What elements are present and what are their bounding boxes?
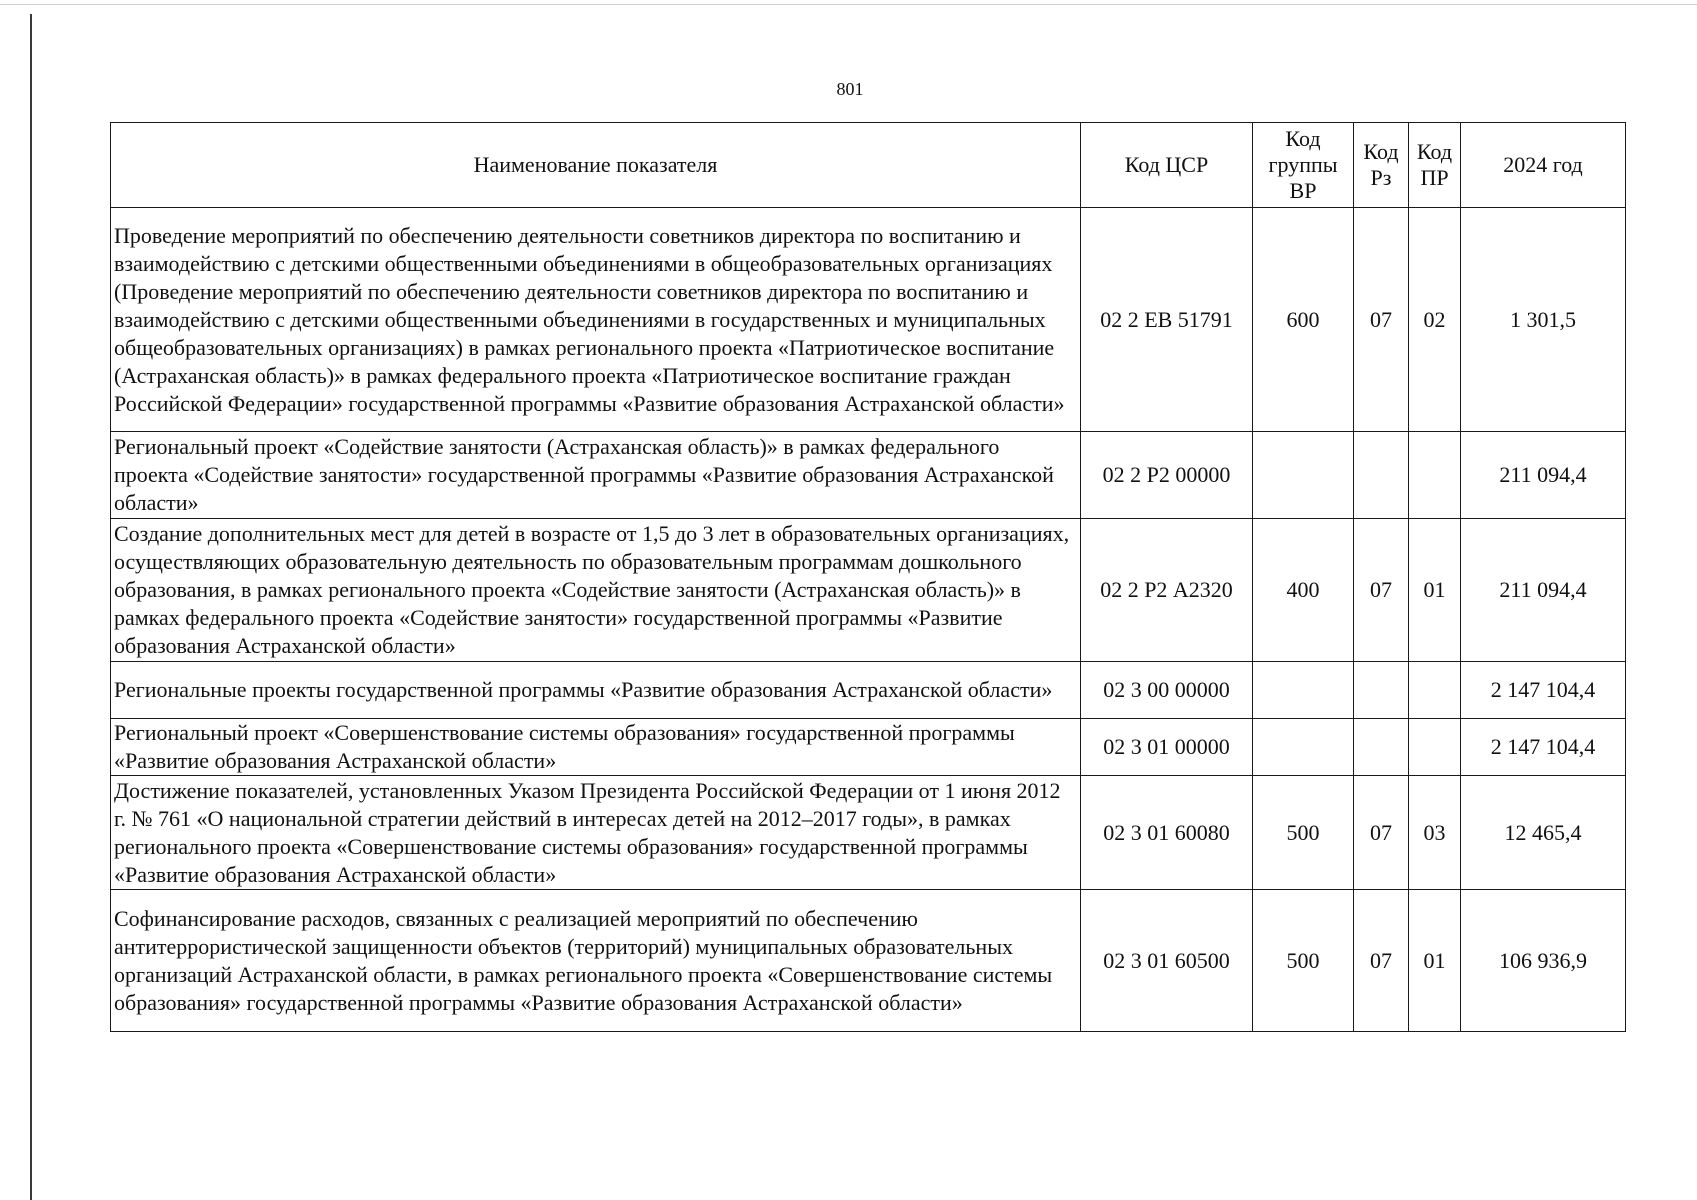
row-name: Региональный проект «Содействие занятости (Астраханская область)» в рамках федерального проекта «Содействие занятости» государственной программы «Развитие образования Астраханской области» xyxy=(111,432,1081,519)
row-rz-code: 07 xyxy=(1354,208,1409,432)
row-name: Создание дополнительных мест для детей в возрасте от 1,5 до 3 лет в образовательных организациях, осуществляющих образовательную деятельность по образовательным программам дошкольного образования, в рамках регионального проекта «Содействие занятости (Астраханская область)» в рамках федерального проекта «Содействие занятости» государственной программы «Развитие образования Астраханской области» xyxy=(111,519,1081,662)
row-vr-code xyxy=(1253,432,1354,519)
row-csr-code: 02 3 01 60500 xyxy=(1081,890,1253,1032)
scan-left-edge xyxy=(30,14,32,1200)
row-csr-code: 02 2 ЕВ 51791 xyxy=(1081,208,1253,432)
row-name: Региональный проект «Совершенствование системы образования» государственной программы «Развитие образования Астраханской области» xyxy=(111,719,1081,776)
row-csr-code: 02 3 01 60080 xyxy=(1081,776,1253,890)
row-amount: 2 147 104,4 xyxy=(1461,719,1626,776)
row-csr-code: 02 3 01 00000 xyxy=(1081,719,1253,776)
row-vr-code: 500 xyxy=(1253,890,1354,1032)
table-row xyxy=(111,776,1626,890)
row-amount: 1 301,5 xyxy=(1461,208,1626,432)
header-year-2024: 2024 год xyxy=(1461,123,1626,208)
row-pr-code: 01 xyxy=(1409,519,1461,662)
table-row xyxy=(111,432,1626,519)
row-amount: 2 147 104,4 xyxy=(1461,662,1626,719)
header-rz-code: Код Рз xyxy=(1354,123,1409,208)
row-name: Региональные проекты государственной программы «Развитие образования Астраханской области» xyxy=(111,662,1081,719)
row-vr-code: 400 xyxy=(1253,519,1354,662)
row-name: Достижение показателей, установленных Указом Президента Российской Федерации от 1 июня 2012 г. № 761 «О национальной стратегии действий в интересах детей на 2012–2017 годы», в рамках регионального проекта «Совершенствование системы образования» государственной программы «Развитие образования Астраханской области» xyxy=(111,776,1081,890)
table-header-row xyxy=(111,123,1626,208)
row-name: Проведение мероприятий по обеспечению деятельности советников директора по воспитанию и взаимодействию с детскими общественными объединениями в общеобразовательных организациях (Проведение мероприятий по обеспечению деятельности советников директора по воспитанию и взаимодействию с детскими общественными объединениями в государственных и муниципальных общеобразовательных организациях) в рамках регионального проекта «Патриотическое воспитание (Астраханская область)» в рамках федерального проекта «Патриотическое воспитание граждан Российской Федерации» государственной программы «Развитие образования Астраханской области» xyxy=(111,208,1081,432)
row-name: Софинансирование расходов, связанных с реализацией мероприятий по обеспечению антитеррористической защищенности объектов (территорий) муниципальных образовательных организаций Астраханской области, в рамках регионального проекта «Совершенствование системы образования» государственной программы «Развитие образования Астраханской области» xyxy=(111,890,1081,1032)
row-rz-code xyxy=(1354,662,1409,719)
row-rz-code xyxy=(1354,432,1409,519)
row-pr-code xyxy=(1409,432,1461,519)
budget-table xyxy=(110,122,1626,1032)
row-csr-code: 02 3 00 00000 xyxy=(1081,662,1253,719)
row-amount: 211 094,4 xyxy=(1461,432,1626,519)
row-rz-code: 07 xyxy=(1354,519,1409,662)
page-number: 801 xyxy=(836,79,864,99)
row-pr-code xyxy=(1409,662,1461,719)
row-vr-code xyxy=(1253,662,1354,719)
row-rz-code xyxy=(1354,719,1409,776)
scan-top-edge xyxy=(0,4,1697,5)
row-amount: 12 465,4 xyxy=(1461,776,1626,890)
row-vr-code xyxy=(1253,719,1354,776)
header-pr-code: Код ПР xyxy=(1409,123,1461,208)
row-pr-code: 01 xyxy=(1409,890,1461,1032)
table-row xyxy=(111,662,1626,719)
row-amount: 106 936,9 xyxy=(1461,890,1626,1032)
row-pr-code xyxy=(1409,719,1461,776)
row-csr-code: 02 2 Р2 А2320 xyxy=(1081,519,1253,662)
row-vr-code: 600 xyxy=(1253,208,1354,432)
row-rz-code: 07 xyxy=(1354,776,1409,890)
row-pr-code: 02 xyxy=(1409,208,1461,432)
row-amount: 211 094,4 xyxy=(1461,519,1626,662)
row-pr-code: 03 xyxy=(1409,776,1461,890)
row-rz-code: 07 xyxy=(1354,890,1409,1032)
row-vr-code: 500 xyxy=(1253,776,1354,890)
table-row xyxy=(111,719,1626,776)
table-row xyxy=(111,890,1626,1032)
table-row xyxy=(111,208,1626,432)
header-name: Наименование показателя xyxy=(111,123,1081,208)
row-csr-code: 02 2 Р2 00000 xyxy=(1081,432,1253,519)
table-row xyxy=(111,519,1626,662)
header-vr-code: Код группы ВР xyxy=(1253,123,1354,208)
header-csr-code: Код ЦСР xyxy=(1081,123,1253,208)
